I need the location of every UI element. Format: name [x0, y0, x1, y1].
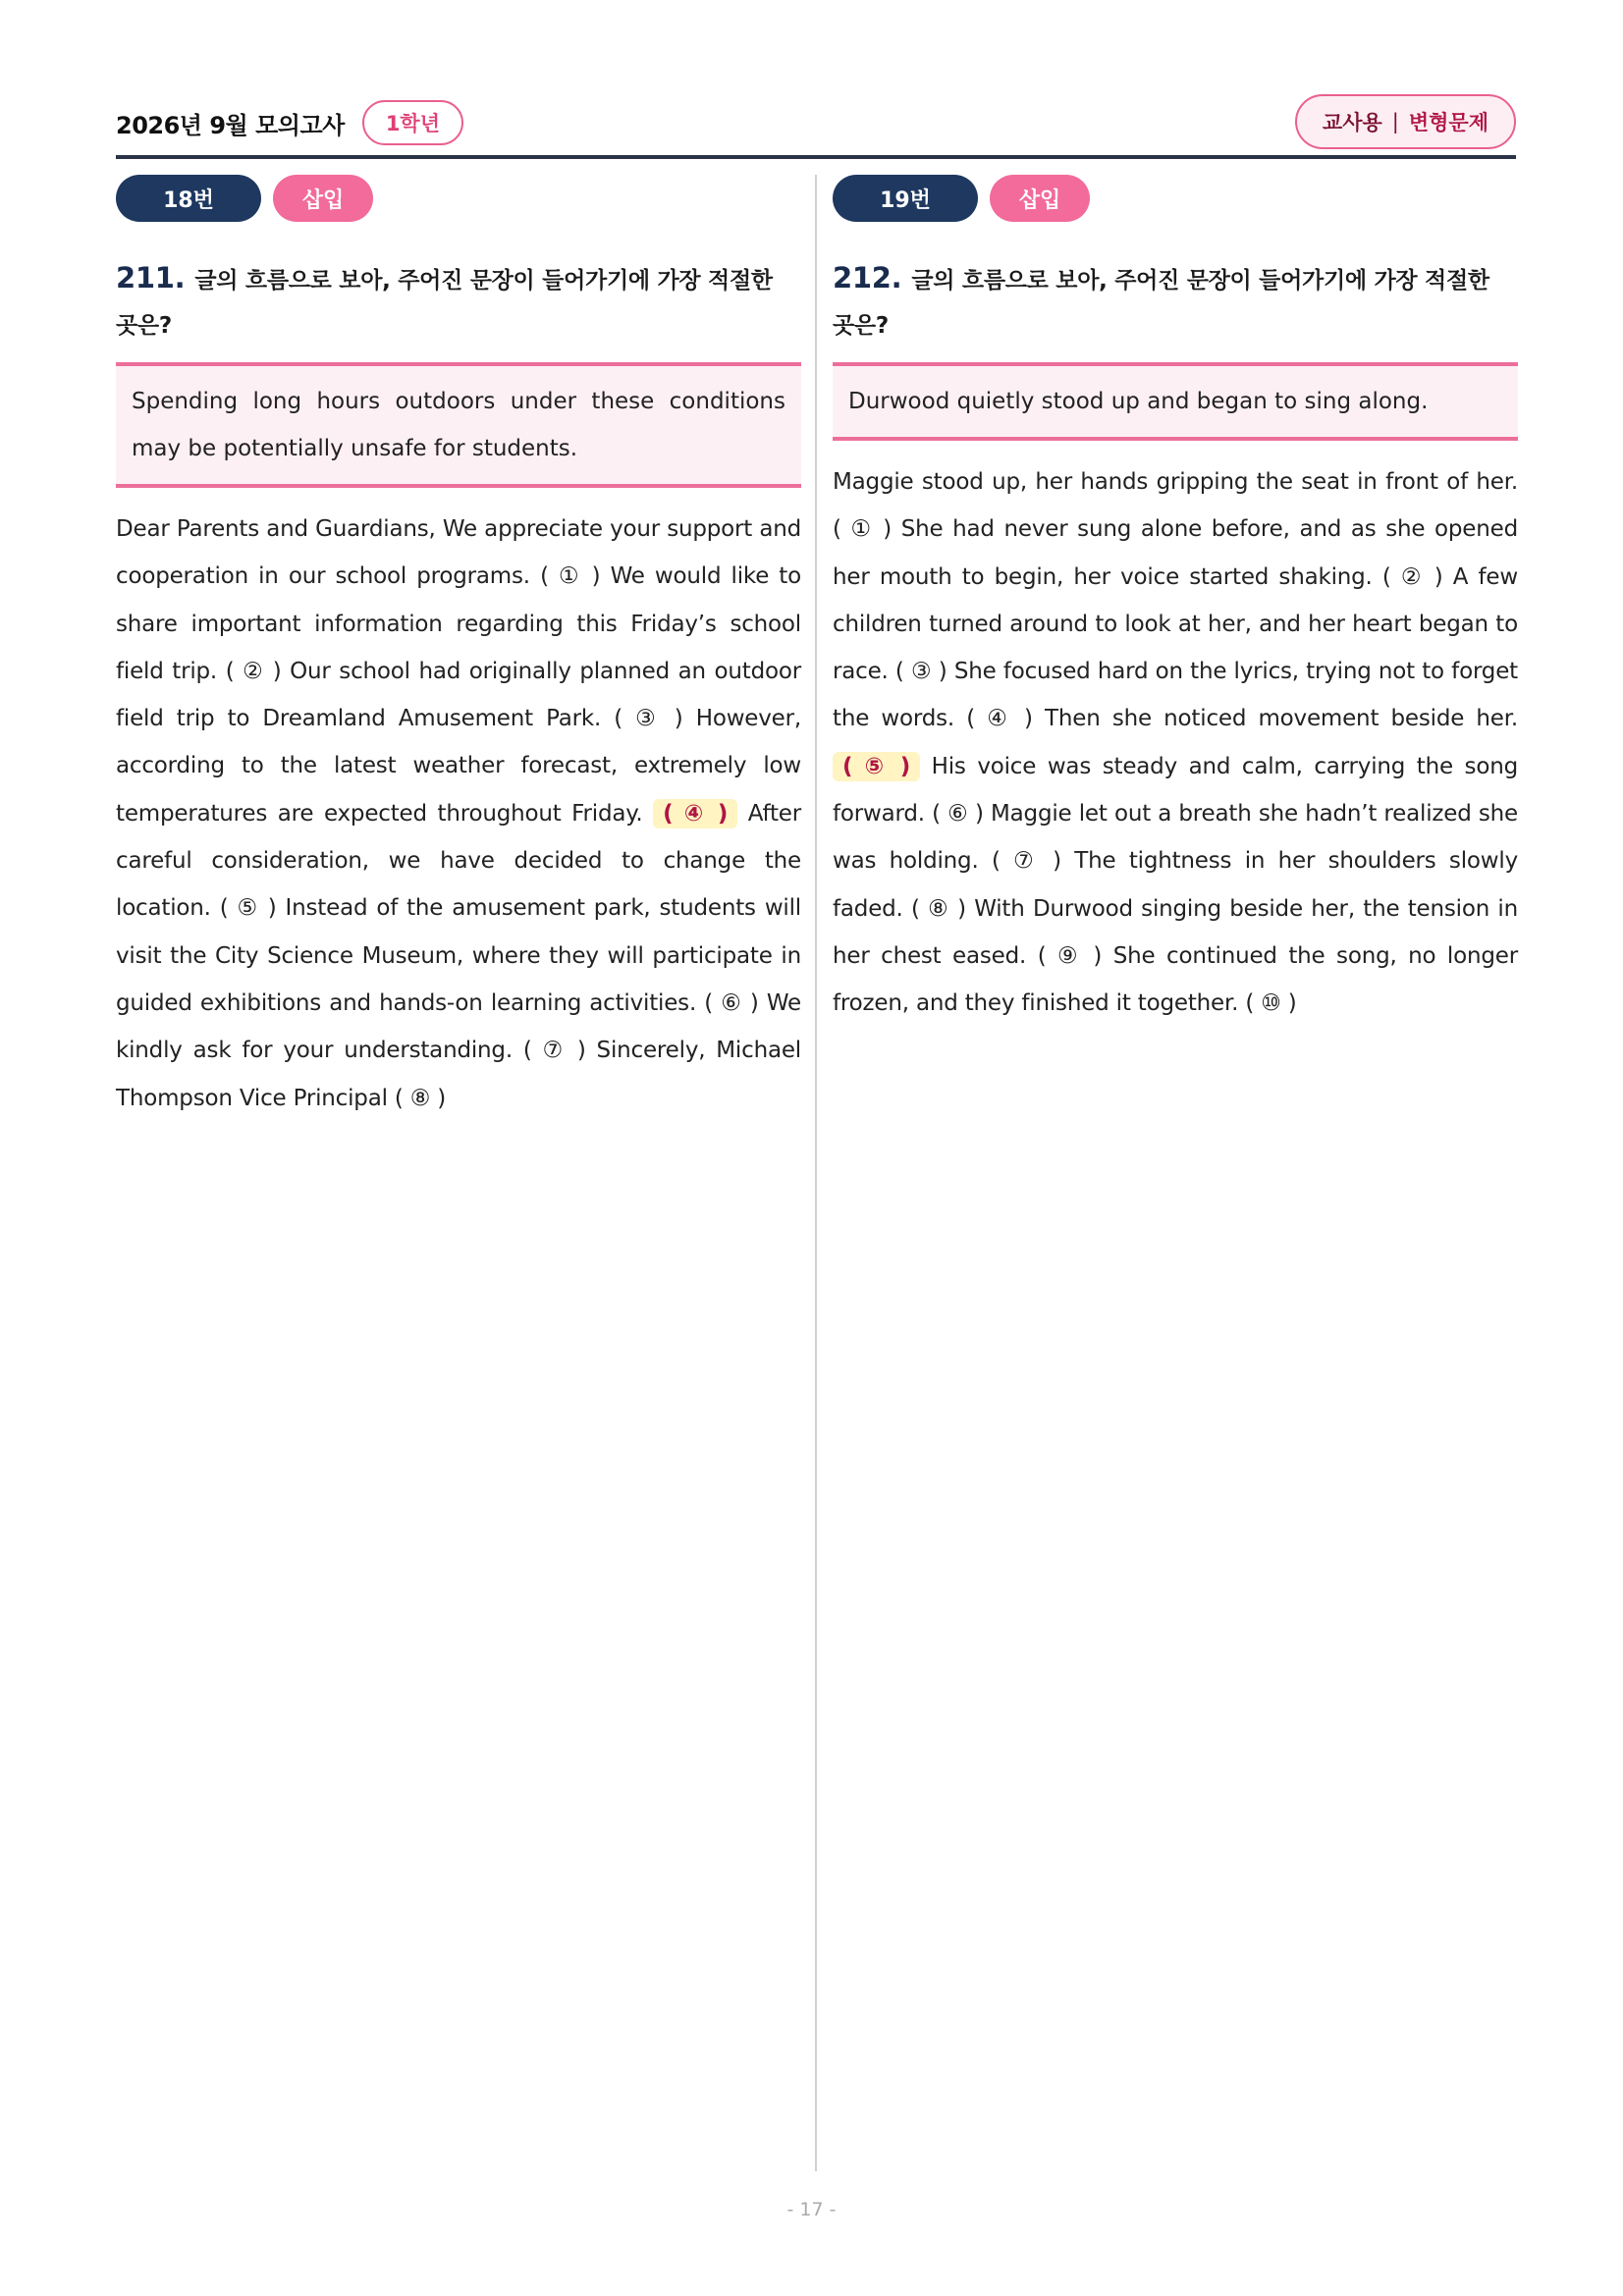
edition-badge [1295, 94, 1516, 149]
page-number: - 17 - [786, 2199, 837, 2220]
passage [833, 458, 1518, 1028]
question-prompt [116, 255, 801, 348]
column-divider [815, 175, 817, 2171]
exam-title: 2026년 9월 모의고사 [116, 111, 345, 139]
question-text: 글의 흐름으로 보아, 주어진 문장이 들어가기에 가장 적절한 곳은? [833, 268, 1489, 339]
insertion-marker: ( ① ) [833, 516, 892, 543]
insertion-marker: ( ⑥ ) [704, 989, 759, 1016]
passage-text: Dear Parents and Guardians, We appreciate your support and cooperation in our school programs. [116, 516, 801, 590]
insertion-marker: ( ⑧ ) [394, 1085, 447, 1111]
question-type-badge: 삽입 [990, 175, 1090, 222]
insertion-marker: ( ② ) [225, 658, 282, 684]
insertion-marker: ( ① ) [540, 563, 601, 590]
page-header [116, 94, 1516, 159]
insertion-marker: ( ⑩ ) [1245, 990, 1297, 1017]
header-divider [116, 155, 1516, 159]
grade-badge: 1학년 [362, 100, 463, 145]
passage-text: A few children turned around to look at her, and her heart began to race. [833, 563, 1518, 685]
given-sentence-box: Durwood quietly stood up and began to sing along. [833, 362, 1518, 441]
edition-separator: | [1391, 110, 1399, 133]
question-number: 212. [833, 261, 902, 294]
source-number-badge: 18번 [116, 175, 261, 222]
passage-text: Sincerely, Michael Thompson Vice Principal [116, 1038, 801, 1111]
insertion-marker: ( ③ ) [894, 659, 947, 685]
teacher-label: 교사용 [1322, 111, 1382, 134]
passage-text: His voice was steady and calm, carrying the song forward. [833, 753, 1518, 828]
insertion-marker: ( ③ ) [614, 706, 683, 732]
passage-text: We would like to share important information regarding this Friday’s school field trip. [116, 563, 801, 684]
passage [116, 506, 801, 1122]
question-badges [833, 175, 1518, 222]
question-prompt [833, 255, 1518, 348]
question-text: 글의 흐름으로 보아, 주어진 문장이 들어가기에 가장 적절한 곳은? [116, 268, 773, 339]
question-number: 211. [116, 261, 186, 294]
passage-text: Maggie let out a breath she hadn’t realized she was holding. [833, 801, 1518, 875]
question-badges [116, 175, 801, 222]
passage-text: Instead of the amusement park, students will visit the City Science Museum, where they will participate in guided exhibitions and hands-on learning activities. [116, 895, 801, 1016]
passage-text: She focused hard on the lyrics, trying not to forget the words. [833, 659, 1518, 732]
passage-text: We kindly ask for your understanding. [116, 989, 801, 1064]
passage-text: With Durwood singing beside her, the tension in her chest eased. [833, 895, 1519, 969]
insertion-marker: ( ⑧ ) [911, 895, 966, 922]
variant-label: 변형문제 [1408, 111, 1488, 134]
answer-marker: ( ④ ) [653, 799, 737, 828]
insertion-marker: ( ② ) [1381, 563, 1443, 590]
passage-text: Maggie stood up, her hands gripping the seat in front of her. [833, 469, 1518, 495]
passage-text: However, according to the latest weather forecast, extremely low temperatures are expected throughout Friday. [116, 706, 801, 827]
passage-text: Our school had originally planned an outdoor field trip to Dreamland Amusement Park. [116, 658, 801, 732]
passage-text: She continued the song, no longer frozen, and they finished it together. [833, 942, 1518, 1017]
source-number-badge: 19번 [833, 175, 978, 222]
insertion-marker: ( ⑦ ) [991, 848, 1061, 875]
insertion-marker: ( ⑥ ) [932, 801, 984, 828]
insertion-marker: ( ⑨ ) [1037, 942, 1103, 969]
answer-marker: ( ⑤ ) [833, 752, 920, 781]
given-sentence-box: Spending long hours outdoors under these conditions may be potentially unsafe for students. [116, 362, 801, 488]
insertion-marker: ( ⑦ ) [522, 1038, 586, 1064]
passage-text: She had never sung alone before, and as she opened her mouth to begin, her voice started shaking. [833, 516, 1518, 590]
passage-text: Then she noticed movement beside her. [1032, 706, 1518, 732]
question-block-211 [116, 175, 801, 1122]
header-left [116, 100, 463, 145]
insertion-marker: ( ④ ) [966, 706, 1033, 732]
insertion-marker: ( ⑤ ) [219, 895, 277, 922]
question-type-badge: 삽입 [273, 175, 373, 222]
passage-text: The tightness in her shoulders slowly faded. [833, 848, 1518, 922]
passage-text: After careful consideration, we have decided to change the location. [116, 800, 802, 922]
question-block-212 [833, 175, 1518, 1028]
